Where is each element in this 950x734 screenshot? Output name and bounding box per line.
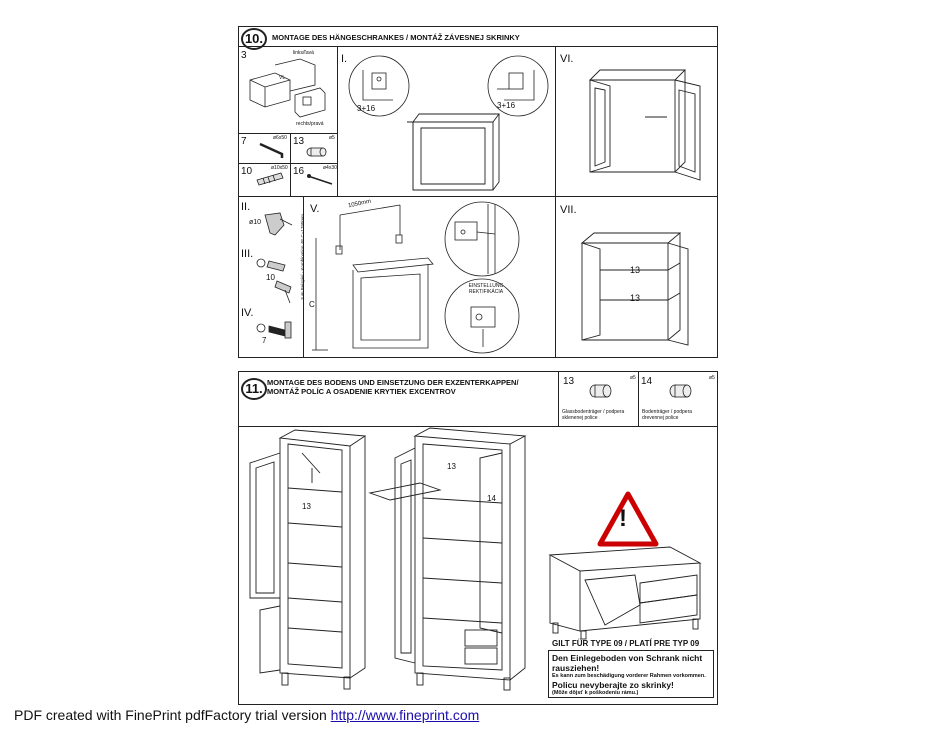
cab-left-label: 13	[302, 502, 311, 511]
part10-number: 10	[241, 166, 253, 177]
parts-divider-2	[238, 163, 337, 164]
wood-pin-drawing	[668, 380, 694, 400]
footer-text: PDF created with FinePrint pdfFactory trial version	[14, 707, 331, 723]
height-note: zum Beispiel - Kombination 4E C=1790mm	[300, 214, 305, 300]
vii-label-2: 13	[630, 293, 641, 303]
part7-size: ø6x50	[273, 135, 287, 141]
roman-ii: II.	[241, 201, 251, 213]
roman-vii: VII.	[560, 204, 577, 216]
frame-step-i-drawing	[405, 110, 505, 195]
footer-link[interactable]: http://www.fineprint.com	[330, 707, 480, 723]
part7-label: 7	[262, 336, 267, 345]
step10-title-divider	[238, 46, 718, 47]
roman-iii: III.	[241, 248, 254, 260]
hinge-bracket-drawing	[245, 55, 330, 125]
svg-text:VL: VL	[279, 75, 286, 81]
low-cabinet-drawing	[545, 545, 710, 640]
vii-label-1: 13	[630, 265, 641, 275]
diameter-label: ø10	[249, 219, 262, 226]
drill-drawing	[260, 205, 295, 240]
part14-wood-number: 14	[641, 376, 653, 387]
detail-circle-bracket	[443, 200, 521, 278]
part13-size: ø5	[329, 135, 335, 141]
warning-sk-small: (Môže dôjsť k poškodeniu rámu.)	[552, 690, 639, 696]
part13-glass-size: ø5	[630, 375, 636, 381]
callout-left: 3+16	[357, 104, 376, 113]
pdf-footer	[14, 707, 479, 723]
shelf-pin-drawing	[305, 143, 330, 158]
height-letter: C	[309, 300, 315, 309]
step11-title-line1: MONTAGE DES BODENS UND EINSETZUNG DER EXZENTERKAPPEN/	[267, 378, 519, 387]
part16-number: 16	[293, 166, 305, 177]
step11-parts-divider-2	[638, 371, 639, 426]
tall-cabinet-left-drawing	[240, 428, 380, 690]
step10-number: 10.	[241, 28, 267, 50]
wall-mount-drawing	[308, 200, 438, 355]
part16-size: ø4x30	[323, 165, 337, 171]
roman-vi: VI.	[560, 53, 574, 65]
cabinet-doors-drawing	[575, 62, 710, 187]
cab-mid-side-label: 14	[487, 494, 496, 503]
glass-pin-drawing	[588, 380, 614, 400]
dimension-label: 1050mm	[347, 198, 372, 210]
allen-key-drawing	[258, 140, 288, 160]
part14-wood-desc: Bodenträger / podpera drevennej police	[642, 409, 693, 421]
cab-mid-top-label: 13	[447, 462, 456, 471]
part14-wood-size: ø5	[709, 375, 715, 381]
step10-mid-divider	[238, 196, 718, 197]
step11-title-divider	[238, 426, 558, 427]
roman-iv: IV.	[241, 307, 254, 319]
part13-number: 13	[293, 136, 305, 147]
part13-glass-desc: Glassbodenträger / podpera sklenenej police	[562, 409, 625, 421]
cabinet-shelves-drawing	[570, 215, 710, 355]
step10-col-divider-1	[337, 46, 338, 196]
part3-label-right: rechts/pravá	[296, 121, 324, 127]
parts-divider-3	[290, 133, 291, 196]
warning-sk-bold: Policu nevyberajte zo skrinky!	[552, 680, 674, 690]
step11-parts-bottom	[558, 426, 718, 427]
callout-right: 3+16	[497, 101, 516, 110]
warning-de-small: Es kann zum beschädigung vorderer Rahmen vorkommen.	[552, 673, 706, 679]
warning-exclamation: !	[619, 505, 627, 532]
screw-bracket-drawing	[255, 318, 300, 343]
step10-col-divider-2	[555, 46, 556, 358]
part10-label: 10	[266, 273, 275, 282]
part7-number: 7	[241, 136, 247, 147]
warning-box	[548, 650, 714, 698]
roman-v: V.	[310, 203, 320, 215]
part3-number: 3	[241, 50, 247, 61]
step10-title: MONTAGE DES HÄNGESCHRANKES / MONTÁŽ ZÁVESNEJ SKRINKY	[272, 33, 520, 42]
part3-label-left: links/ľavá	[293, 50, 314, 56]
valid-for-label: GILT FÜR TYPE 09 / PLATÍ PRE TYP 09	[552, 639, 700, 648]
part10-size: ø10x50	[271, 165, 288, 171]
step11-title-line2: MONTÁŽ POLÍC A OSADENIE KRYTIEK EXCENTROV	[267, 387, 456, 396]
roman-i: I.	[341, 53, 348, 65]
step11-number: 11.	[241, 378, 267, 400]
adjust-label: EINSTELLUNG REKTIFIKÁCIA	[468, 283, 504, 295]
warning-de-bold: Den Einlegeboden von Schrank nicht rausziehen!	[552, 653, 703, 673]
part13-glass-number: 13	[563, 376, 575, 387]
warning-triangle-icon	[596, 490, 660, 548]
hammer-plug-drawing	[255, 255, 300, 305]
step11-parts-divider	[558, 371, 559, 426]
parts-divider-1	[238, 133, 337, 134]
wall-plug-drawing	[255, 170, 287, 188]
screw-drawing	[306, 173, 334, 187]
